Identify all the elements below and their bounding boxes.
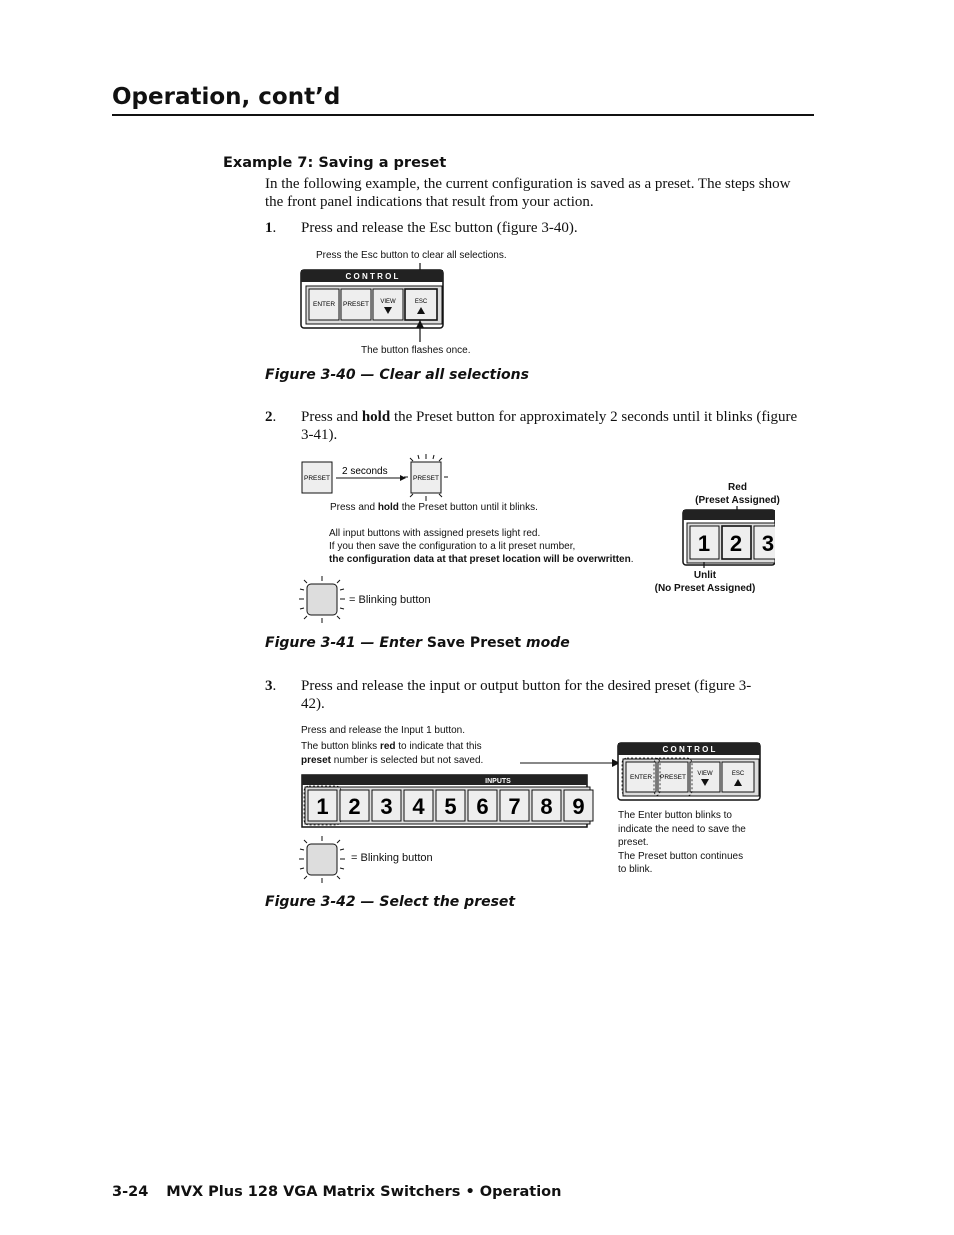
- fig41-note-line1: All input buttons with assigned presets light red.: [329, 528, 541, 539]
- fig41-number-buttons: [680, 506, 775, 568]
- fig41-unlit-label: Unlit (No Preset Assigned): [654, 570, 756, 594]
- fig42-input-button-label: 6: [476, 794, 489, 819]
- fig41-red-label: Red (Preset Assigned): [695, 482, 780, 506]
- fig42-inputs-label: INPUTS: [485, 778, 511, 785]
- step-1-text: Press and release the Esc button (figure 3-40).: [301, 220, 578, 236]
- step-3-text: Press and release the input or output button for the desired preset (figure 3-42).: [301, 678, 752, 712]
- fig42-panel-title: C O N T R O L: [662, 745, 716, 754]
- fig42-input-button-label: 3: [380, 794, 393, 819]
- intro-paragraph: In the following example, the current configuration is saved as a preset. The steps show the front panel indications that result from your action.: [265, 176, 791, 210]
- svg-text:PRESET: PRESET: [303, 475, 331, 482]
- fig42-view-button: [690, 762, 720, 792]
- svg-text:2: 2: [729, 531, 743, 556]
- fig42-note-line1: Press and release the Input 1 button.: [301, 725, 465, 736]
- fig41-blink-legend-icon: [296, 575, 348, 625]
- svg-text:ENTER: ENTER: [312, 301, 336, 308]
- svg-text:VIEW: VIEW: [380, 299, 396, 305]
- svg-text:ESC: ESC: [414, 299, 428, 305]
- fig42-control-panel: [612, 738, 767, 806]
- fig42-input-button-label: 5: [444, 794, 457, 819]
- fig42-input-button-label: 4: [412, 794, 425, 819]
- fig40-bottom-note: The button flashes once.: [361, 345, 471, 356]
- fig42-input-button-label: 9: [572, 794, 585, 819]
- fig41-caption: Figure 3-41 — Enter Save Preset mode: [265, 635, 570, 651]
- fig42-input-button-label: 1: [316, 794, 329, 819]
- fig40-top-note: Press the Esc button to clear all selections.: [316, 250, 507, 261]
- fig42-side-notes: The Enter button blinks to indicate the need to save the preset. The Preset button continues to blink.: [618, 810, 746, 875]
- svg-text:VIEW: VIEW: [697, 771, 713, 777]
- fig42-blink-legend: = Blinking button: [351, 852, 433, 864]
- step-3-number: 3.: [265, 678, 277, 694]
- fig40-caption: Figure 3-40 — Clear all selections: [265, 367, 529, 383]
- fig42-caption: Figure 3-42 — Select the preset: [265, 894, 516, 910]
- svg-text:ENTER: ENTER: [629, 774, 653, 781]
- header-rule: [112, 114, 814, 116]
- page-header-title: Operation, cont’d: [112, 84, 341, 110]
- svg-text:ESC: ESC: [731, 771, 745, 777]
- svg-text:3: 3: [761, 531, 775, 556]
- svg-text:1: 1: [697, 531, 711, 556]
- fig42-note-line3: preset number is selected but not saved.: [301, 755, 484, 766]
- fig40-panel-title: C O N T R O L: [345, 272, 399, 281]
- fig41-blink-legend: = Blinking button: [349, 594, 431, 606]
- fig41-note-line3: the configuration data at that preset location will be overwritten.: [329, 554, 634, 565]
- fig42-blink-legend-icon: [296, 835, 348, 885]
- svg-text:PRESET: PRESET: [342, 301, 370, 308]
- fig41-hold-note: Press and hold the Preset button until it blinks.: [330, 502, 538, 513]
- fig42-input-button-label: 7: [508, 794, 521, 819]
- fig41-seconds-label: 2 seconds: [342, 466, 388, 477]
- section-heading: Example 7: Saving a preset: [223, 155, 447, 171]
- fig41-preset-hold-graphic: [296, 452, 456, 502]
- fig41-note-line2: If you then save the configuration to a lit preset number,: [329, 541, 576, 552]
- fig42-input-button-label: 2: [348, 794, 361, 819]
- fig42-inputs-panel: [296, 757, 621, 829]
- page-footer: 3-24 MVX Plus 128 VGA Matrix Switchers • Operation: [112, 1184, 562, 1200]
- fig42-note-line2: The button blinks red to indicate that this: [301, 741, 482, 752]
- svg-text:PRESET: PRESET: [412, 475, 440, 482]
- step-2-number: 2.: [265, 409, 277, 425]
- fig42-input-button-label: 8: [540, 794, 553, 819]
- step-1-number: 1.: [265, 220, 277, 236]
- fig42-esc-button: [722, 762, 754, 792]
- svg-text:PRESET: PRESET: [659, 774, 687, 781]
- step-2-text: Press and hold the Preset button for approximately 2 seconds until it blinks (figure 3-41).: [301, 409, 798, 443]
